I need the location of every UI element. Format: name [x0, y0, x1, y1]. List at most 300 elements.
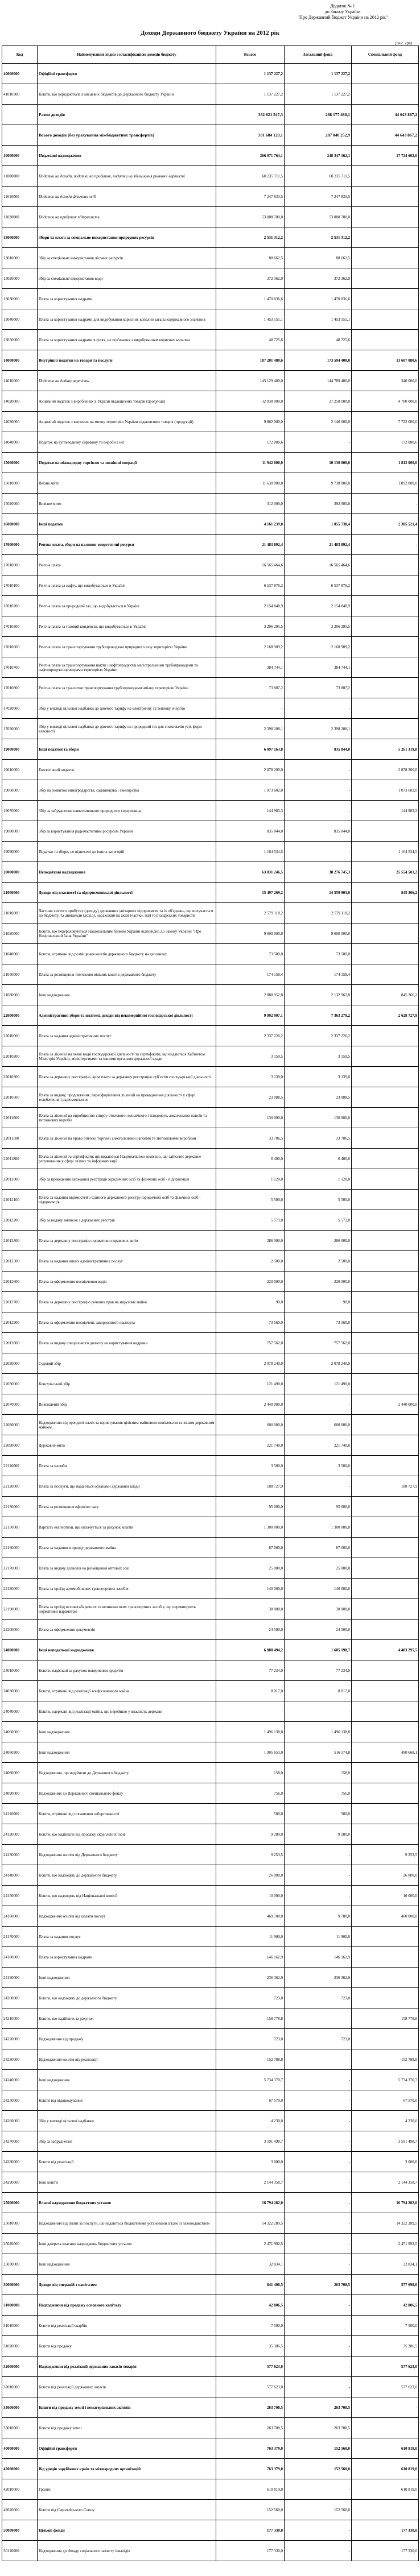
cell-special: 13 607 080,6 — [352, 350, 419, 371]
cell-special — [352, 678, 419, 698]
cell-special — [352, 1272, 419, 1292]
cell-special: 5 734 370,7 — [352, 2070, 419, 2090]
cell-special: 845 366,2 — [352, 985, 419, 1005]
header-special: Спеціальний фонд — [352, 46, 419, 64]
cell-special: 152 788,8 — [352, 2049, 419, 2070]
cell-total: 95 000,0 — [216, 1497, 285, 1517]
cell-total: 24 500,0 — [216, 1620, 285, 1640]
cell-code: 21050000 — [2, 964, 38, 985]
cell-general: - — [285, 698, 352, 719]
cell-special — [352, 1333, 419, 1353]
units-label: (тис. грн) — [395, 41, 412, 45]
table-row — [2, 2049, 419, 2070]
cell-special — [352, 964, 419, 985]
cell-name: Надходження коштів від оплати послуг — [38, 1906, 216, 1927]
table-row — [2, 555, 419, 575]
cell-general: - — [285, 780, 352, 801]
table-row — [2, 1681, 419, 1701]
cell-general: 5 500,0 — [285, 1190, 352, 1210]
cell-general: 38 276 745,3 — [285, 862, 352, 883]
cell-total: 1 300 000,0 — [216, 1517, 285, 1538]
cell-general: - — [285, 2070, 352, 2090]
table-row — [2, 105, 419, 125]
cell-total: 158 778,8 — [216, 2008, 285, 2029]
cell-name: Державне мито — [38, 1435, 216, 1456]
cell-name: Гранти — [38, 2479, 216, 2500]
cell-special — [352, 1435, 419, 1456]
table-row — [2, 166, 419, 187]
cell-total: 6 088 494,2 — [216, 1640, 285, 1660]
cell-special: 177 330,0 — [352, 2541, 419, 2561]
table-row — [2, 2111, 419, 2131]
cell-general: 152 560,0 — [285, 2438, 352, 2459]
cell-special — [352, 1722, 419, 1742]
cell-special — [352, 1231, 419, 1251]
cell-name: Кошти, що надійшли від продажу скраплених газів — [38, 1824, 216, 1845]
cell-total: 6 097 163,8 — [216, 739, 285, 760]
cell-general: 516 574,8 — [285, 1742, 352, 1763]
cell-name: Податки на міжнародну торгівлю та зовнішні операції — [38, 453, 216, 473]
cell-special — [352, 1988, 419, 2008]
cell-general: 1 137 227,2 — [285, 64, 352, 84]
cell-name: Збір за спеціальне використання води — [38, 268, 216, 289]
cell-total: 5 573,0 — [216, 1210, 285, 1231]
cell-general: - — [285, 2479, 352, 2500]
table-row — [2, 2541, 419, 2561]
table-row — [2, 719, 419, 739]
cell-general: 756,0 — [285, 1783, 352, 1804]
cell-code: 24030000 — [2, 1681, 38, 1701]
table-row — [2, 227, 419, 248]
cell-total: 67 570,0 — [216, 2090, 285, 2111]
cell-total: 121 490,0 — [216, 1374, 285, 1394]
cell-name: Плата за надання адміністративних послуг — [38, 1026, 216, 1046]
cell-code: 22011800 — [2, 1149, 38, 1169]
cell-general: - — [285, 1476, 352, 1497]
cell-special — [352, 248, 419, 268]
cell-code: 24190000 — [2, 1968, 38, 1988]
cell-general: 2 154 848,9 — [285, 596, 352, 616]
cell-name: Збір у вигляді цільової надбавки до діючого тарифу на електричну та теплову енергію — [38, 698, 216, 719]
cell-total: 577 623,0 — [216, 2356, 285, 2377]
cell-total: 6 537 876,2 — [216, 575, 285, 596]
cell-code: 17030000 — [2, 719, 38, 739]
cell-special: 460 000,0 — [352, 1906, 419, 1927]
cell-name: Плата за видачу, продовження, переоформлення ліцензій на провадження діяльності у сфері телебачення і радіомовлення — [38, 1087, 216, 1108]
table-row — [2, 2234, 419, 2254]
cell-general: - — [285, 2008, 352, 2029]
cell-code: 22080000 — [2, 1415, 38, 1435]
cell-name: Податок на вуглеводневу сировину та вироби з неї — [38, 432, 216, 453]
table-row — [2, 1763, 419, 1783]
table-row — [2, 1251, 419, 1272]
cell-general: - — [285, 2295, 352, 2316]
cell-general: - — [285, 2193, 352, 2213]
cell-name: Інші податки та збори — [38, 739, 216, 760]
cell-code: 24250000 — [2, 2090, 38, 2111]
cell-name: Офіційні трансферти — [38, 2438, 216, 2459]
cell-general: 835 844,0 — [285, 821, 352, 842]
cell-general: 5 573,0 — [285, 1210, 352, 1231]
cell-total: 14 322 289,5 — [216, 2213, 285, 2234]
cell-name: Від урядів зарубіжних країн та міжнародних організацій — [38, 2459, 216, 2479]
cell-code: 22000000 — [2, 1005, 38, 1026]
table-row — [2, 535, 419, 555]
cell-special — [352, 1701, 419, 1722]
cell-total: 2 398 208,1 — [216, 719, 285, 739]
table-row — [2, 2418, 419, 2438]
cell-name: Кошти, отримані від реалізації конфіскованого майна — [38, 1681, 216, 1701]
cell-code: 22012500 — [2, 1251, 38, 1272]
cell-total: 11 630 000,0 — [216, 473, 285, 494]
cell-code: 24210000 — [2, 2008, 38, 2029]
cell-total: 73 500,0 — [216, 944, 285, 964]
cell-total: 763 379,0 — [216, 2438, 285, 2459]
table-row — [2, 2254, 419, 2275]
cell-general: 144 789 400,0 — [285, 371, 352, 391]
cell-special: - — [352, 535, 419, 555]
cell-name: Інші надходження — [38, 985, 216, 1005]
cell-special: 2 878 200,0 — [352, 760, 419, 780]
cell-general: - — [285, 1701, 352, 1722]
cell-special: 7 722 000,0 — [352, 412, 419, 432]
table-row — [2, 1906, 419, 1927]
cell-total: 63 831 246,5 — [216, 862, 285, 883]
cell-special: 4 230,0 — [352, 2111, 419, 2131]
cell-name: Плата за надання в оренду державного майна — [38, 1538, 216, 1558]
cell-code: 24280000 — [2, 2152, 38, 2172]
cell-special: 144 983,3 — [352, 801, 419, 821]
cell-code: 22170000 — [2, 1558, 38, 1579]
cell-special — [352, 1660, 419, 1681]
cell-total: 60 235 711,5 — [216, 166, 285, 187]
cell-code: 40000000 — [2, 64, 38, 84]
table-row — [2, 2275, 419, 2295]
cell-code: 22180000 — [2, 1579, 38, 1599]
cell-total: 25 000,0 — [216, 1558, 285, 1579]
table-row — [2, 289, 419, 309]
cell-name: Збір за видачу виписок з державних реєстрів — [38, 1210, 216, 1231]
cell-code: 22010500 — [2, 1087, 38, 1108]
cell-total: 152 788,8 — [216, 2049, 285, 2070]
cell-code: 40000000 — [2, 2438, 38, 2459]
cell-special: 67 570,0 — [352, 2090, 419, 2111]
table-row — [2, 1087, 419, 1108]
cell-total: 33 706,5 — [216, 1128, 285, 1149]
cell-total: 600 000,0 — [216, 1415, 285, 1435]
cell-total: 152 560,0 — [216, 2500, 285, 2520]
cell-name: Плата за проїзд автомобільних транспортних засобів — [38, 1579, 216, 1599]
cell-total: 2 078 240,0 — [216, 1353, 285, 1374]
cell-special: 3 591 498,7 — [352, 2131, 419, 2152]
cell-general: 2 398 208,1 — [285, 719, 352, 739]
cell-code: 17000000 — [2, 535, 38, 555]
cell-code: 24290000 — [2, 2172, 38, 2193]
cell-name: Кошти від реалізації скарбів — [38, 2316, 216, 2336]
cell-code: 17010300 — [2, 616, 38, 637]
cell-general: 9 600 000,0 — [285, 923, 352, 944]
table-row — [2, 1660, 419, 1681]
cell-name: Всього доходів (без урахування міжбюджетних трансфертів) — [38, 125, 216, 146]
cell-name: Інші надходження — [38, 1968, 216, 1988]
cell-name: Рентна плата, збори на паливно-енергетичні ресурси — [38, 535, 216, 555]
cell-code: 24040000 — [2, 1701, 38, 1722]
cell-code: 22012900 — [2, 1312, 38, 1333]
cell-total: 158,0 — [216, 1763, 285, 1783]
cell-name: Надходження до Державного спеціального фонду — [38, 1783, 216, 1804]
cell-total: 3 500,0 — [216, 1456, 285, 1476]
cell-name: Кошти від продажу землі — [38, 2418, 216, 2438]
cell-special — [352, 207, 419, 227]
cell-general: 10 130 000,0 — [285, 453, 352, 473]
cell-general: 1 470 836,6 — [285, 289, 352, 309]
cell-general: 835 844,0 — [285, 739, 352, 760]
cell-general: 9 280,0 — [285, 1824, 352, 1845]
cell-code: 14020000 — [2, 391, 38, 412]
cell-general: 158,0 — [285, 1763, 352, 1783]
cell-code: 42020000 — [2, 2500, 38, 2520]
cell-general: 21 483 892,4 — [285, 535, 352, 555]
table-row — [2, 371, 419, 391]
cell-total: 9 600 000,0 — [216, 923, 285, 944]
cell-special — [352, 1312, 419, 1333]
cell-total: 177 330,0 — [216, 2520, 285, 2541]
cell-name: Податки та збори, не віднесені до інших категорій — [38, 842, 216, 862]
cell-special: 577 623,0 — [352, 2377, 419, 2397]
cell-special: 1 812 000,0 — [352, 453, 419, 473]
cell-special — [352, 1251, 419, 1272]
cell-name: Рентна плата за природний газ, що видобувається в Україні — [38, 596, 216, 616]
cell-total: 763 379,0 — [216, 2459, 285, 2479]
cell-special — [352, 1517, 419, 1538]
cell-special — [352, 1415, 419, 1435]
cell-general: 236 362,9 — [285, 1968, 352, 1988]
table-row — [2, 309, 419, 330]
cell-total: 26 000,0 — [216, 1865, 285, 1886]
cell-general: 16 565 464,6 — [285, 555, 352, 575]
cell-code: 22010000 — [2, 1026, 38, 1046]
cell-special — [352, 330, 419, 350]
table-row — [2, 1108, 419, 1128]
cell-name: Податкові надходження — [38, 146, 216, 166]
cell-total: 1 496 138,8 — [216, 1722, 285, 1742]
cell-total: 4 230,0 — [216, 2111, 285, 2131]
cell-total: 87 000,0 — [216, 1538, 285, 1558]
cell-general: 73 560,0 — [285, 1312, 352, 1333]
header-general: Загальний фонд — [285, 46, 352, 64]
cell-total: 1 164 534,5 — [216, 842, 285, 862]
cell-code: 22070000 — [2, 1394, 38, 1415]
table-row — [2, 2459, 419, 2479]
cell-general: 221 740,0 — [285, 1435, 352, 1456]
cell-special — [352, 1087, 419, 1108]
cell-code: 31010000 — [2, 2316, 38, 2336]
cell-total: 15 497 269,2 — [216, 883, 285, 903]
cell-special: 10 000,0 — [352, 1886, 419, 1906]
table-row — [2, 64, 419, 84]
cell-code: 22012200 — [2, 1210, 38, 1231]
cell-special — [352, 923, 419, 944]
cell-code: 20000000 — [2, 862, 38, 883]
cell-name: Плата за оформлення посвідчення водія — [38, 1272, 216, 1292]
cell-name: Кошти, що надходять від Національної комісії — [38, 1886, 216, 1906]
table-row — [2, 1149, 419, 1169]
table-row — [2, 1497, 419, 1517]
cell-special — [352, 1763, 419, 1783]
cell-general: 73 500,0 — [285, 944, 352, 964]
cell-name: Інші податки — [38, 514, 216, 535]
cell-general: 8 017,0 — [285, 1681, 352, 1701]
cell-general: 173 594 400,0 — [285, 350, 352, 371]
cell-special: 25 554 501,2 — [352, 862, 419, 883]
cell-general: 263 708,5 — [285, 2275, 352, 2295]
table-row — [2, 2316, 419, 2336]
cell-code: 24130000 — [2, 1845, 38, 1865]
cell-code: 13040000 — [2, 309, 38, 330]
cell-total: 9 862 000,0 — [216, 412, 285, 432]
table-row — [2, 1620, 419, 1640]
cell-special: 177 330,0 — [352, 2520, 419, 2541]
cell-general: - — [285, 2254, 352, 2275]
cell-special — [352, 1149, 419, 1169]
cell-general: - — [285, 2336, 352, 2356]
cell-code: 17010000 — [2, 555, 38, 575]
cell-name: Плата за користування надрами для видобування корисних копалин загальнодержавного значення — [38, 309, 216, 330]
cell-general: 263 708,5 — [285, 2397, 352, 2418]
table-row — [2, 1804, 419, 1824]
table-row — [2, 2090, 419, 2111]
cell-general: 77 234,0 — [285, 1660, 352, 1681]
cell-total: 174 158,4 — [216, 964, 285, 985]
cell-special — [352, 1108, 419, 1128]
table-row — [2, 2500, 419, 2520]
cell-code: 24010000 — [2, 1660, 38, 1681]
cell-code: 22012000 — [2, 1169, 38, 1190]
cell-name: Акцизний податок з вироблених в Україні підакцизних товарів (продукції) — [38, 391, 216, 412]
cell-total: 3 000,0 — [216, 2152, 285, 2172]
cell-name: Плата за розміщення ефірного часу — [38, 1497, 216, 1517]
annex-line-2: до Закону України — [324, 9, 361, 14]
cell-special — [352, 187, 419, 207]
table-row — [2, 1272, 419, 1292]
cell-general: 25 000,0 — [285, 1558, 352, 1579]
table-row — [2, 698, 419, 719]
cell-general: 392 000,0 — [285, 494, 352, 514]
table-row — [2, 2193, 419, 2213]
cell-name: Податок на додану вартість — [38, 371, 216, 391]
cell-total: 1 005 653,0 — [216, 1742, 285, 1763]
cell-special: 610 819,0 — [352, 2479, 419, 2500]
cell-name: Виконавчий збір — [38, 1394, 216, 1415]
cell-code: 22090000 — [2, 1435, 38, 1456]
cell-total: 73 807,2 — [216, 678, 285, 698]
cell-general: 286 000,0 — [285, 1231, 352, 1251]
cell-general: 53 008 700,0 — [285, 207, 352, 227]
cell-special — [352, 637, 419, 657]
cell-total: 500,0 — [216, 1804, 285, 1824]
cell-general: 73 807,2 — [285, 678, 352, 698]
cell-code: 25020000 — [2, 2234, 38, 2254]
cell-code: 19080000 — [2, 821, 38, 842]
cell-general: - — [285, 801, 352, 821]
table-row — [2, 2520, 419, 2541]
table-row — [2, 1026, 419, 1046]
cell-code: 14040000 — [2, 432, 38, 453]
cell-special: 188 727,9 — [352, 1476, 419, 1497]
cell-special — [352, 1292, 419, 1312]
cell-general: 2 337 226,2 — [285, 1026, 352, 1046]
cell-name: Плата за державну реєстрацію речових прав на нерухоме майно — [38, 1292, 216, 1312]
header-total: Всього — [216, 46, 285, 64]
cell-general: 1 137 227,2 — [285, 84, 352, 105]
cell-special: 35 306,5 — [352, 2336, 419, 2356]
cell-general: 60 235 711,5 — [285, 166, 352, 187]
cell-general: - — [285, 2541, 352, 2561]
table-row — [2, 862, 419, 883]
table-row — [2, 2479, 419, 2500]
cell-general: - — [285, 2213, 352, 2234]
cell-special — [352, 289, 419, 309]
cell-total: 53 008 700,0 — [216, 207, 285, 227]
cell-total: 2 579 118,2 — [216, 903, 285, 923]
cell-total: 48 725,6 — [216, 330, 285, 350]
cell-general: 9 700,0 — [285, 1906, 352, 1927]
annex-header — [274, 3, 411, 20]
cell-general: - — [285, 2520, 352, 2541]
cell-name: Кошти від Європейського Союзу — [38, 2500, 216, 2520]
cell-special: 17 724 602,0 — [352, 146, 419, 166]
cell-special: 44 643 867,2 — [352, 105, 419, 125]
cell-total: 723,0 — [216, 1988, 285, 2008]
table-row — [2, 84, 419, 105]
cell-special: 172 080,6 — [352, 432, 419, 453]
cell-total: 9 253,5 — [216, 1845, 285, 1865]
cell-code: 15020000 — [2, 494, 38, 514]
cell-total: 2 154 848,9 — [216, 596, 285, 616]
cell-general: - — [285, 1886, 352, 1906]
cell-total: 2 878 200,0 — [216, 760, 285, 780]
cell-name: Кошти, надіслані за рахунок повернення кредитів — [38, 1660, 216, 1681]
cell-name: Інші надходження — [38, 1742, 216, 1763]
cell-code — [2, 125, 38, 146]
cell-name: Плата за ліцензії на певні види господарської діяльності та сертифікати, що видаються Кабінетом Міністрів України, міністерствами та іншими органами державної влади — [38, 1046, 216, 1067]
table-row — [2, 1210, 419, 1231]
cell-general: 14 559 903,0 — [285, 883, 352, 903]
cell-code: 24080000 — [2, 1763, 38, 1783]
cell-general: 384 744,1 — [285, 657, 352, 678]
cell-name: Збір за спеціальне використання лісових ресурсів — [38, 248, 216, 268]
cell-special — [352, 268, 419, 289]
cell-code: 24160000 — [2, 1906, 38, 1927]
cell-code: 21040000 — [2, 944, 38, 964]
cell-name: Кошти, що передаються із місцевих бюджетів до Державного бюджету України — [38, 84, 216, 105]
table-row — [2, 1865, 419, 1886]
cell-general: - — [285, 2316, 352, 2336]
cell-name: Кошти, одержані від реалізації майна, що перейшло у власність держави — [38, 1701, 216, 1722]
cell-total: 2 471 992,5 — [216, 2234, 285, 2254]
cell-code: 14030000 — [2, 412, 38, 432]
cell-general: 372 362,9 — [285, 268, 352, 289]
cell-general: 33 706,5 — [285, 1128, 352, 1149]
table-row — [2, 739, 419, 760]
cell-total: 3 206 295,5 — [216, 616, 285, 637]
cell-code: 22200000 — [2, 1620, 38, 1640]
cell-total: 610 819,0 — [216, 2479, 285, 2500]
cell-code: 24220000 — [2, 2029, 38, 2049]
cell-name: Адміністративні збори та платежі, доходи від некомерційної господарської діяльності — [38, 1005, 216, 1026]
table-row — [2, 842, 419, 862]
cell-general: 500,0 — [285, 1804, 352, 1824]
